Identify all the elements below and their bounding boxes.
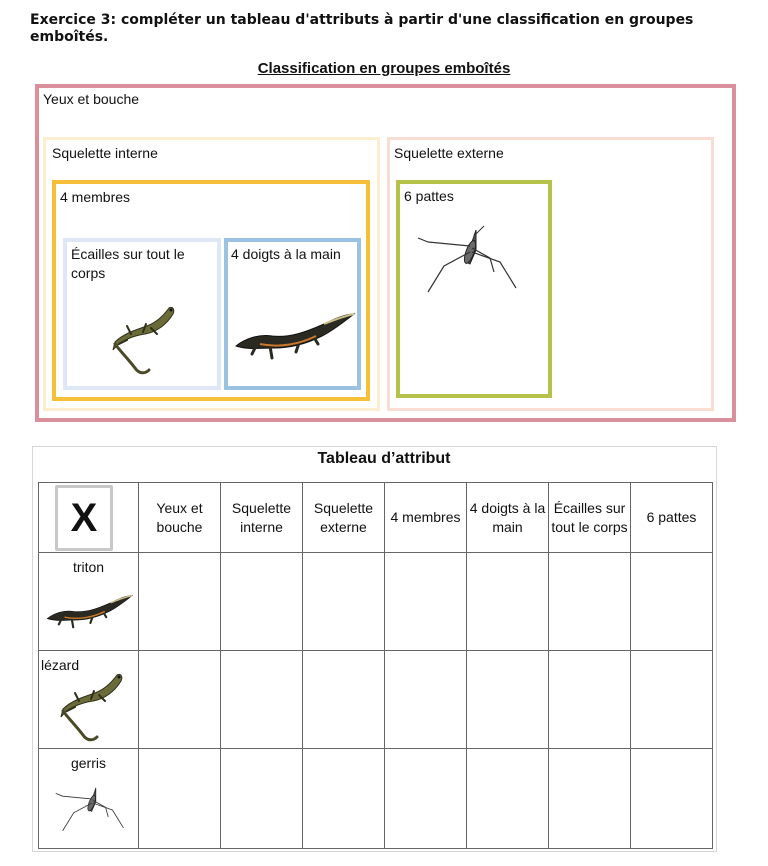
table-cell[interactable] bbox=[385, 553, 467, 651]
classification-heading: Classification en groupes emboîtés bbox=[257, 60, 511, 77]
table-cell[interactable] bbox=[139, 749, 221, 849]
group-ecailles bbox=[63, 238, 221, 390]
table-row bbox=[39, 749, 713, 849]
group-label-ecailles: Écailles sur tout le corps bbox=[71, 246, 185, 281]
animal-name: lézard bbox=[41, 657, 80, 673]
column-header: 6 pattes bbox=[631, 483, 713, 553]
water-strider-icon bbox=[414, 222, 524, 302]
table-cell[interactable] bbox=[631, 651, 713, 749]
table-cell[interactable] bbox=[549, 749, 631, 849]
table-cell[interactable] bbox=[467, 651, 549, 749]
lizard-icon bbox=[49, 661, 133, 745]
group-label-squelette-interne: Squelette interne bbox=[52, 145, 158, 161]
corner-cell bbox=[39, 483, 139, 553]
group-label-yeux-et-bouche: Yeux et bouche bbox=[43, 91, 140, 107]
table-cell[interactable] bbox=[467, 749, 549, 849]
row-header-triton bbox=[39, 553, 139, 651]
exercise-title: Exercice 3: compléter un tableau d'attributs à partir d'une classification en groupes emboîtés. bbox=[30, 12, 694, 45]
group-label-4-membres: 4 membres bbox=[60, 189, 131, 205]
column-header: 4 doigts à la main bbox=[467, 483, 549, 553]
table-cell[interactable] bbox=[221, 553, 303, 651]
group-6-pattes bbox=[396, 180, 552, 398]
table-cell[interactable] bbox=[139, 553, 221, 651]
table-cell[interactable] bbox=[221, 651, 303, 749]
group-label-4-doigts: 4 doigts à la main bbox=[231, 246, 341, 262]
table-cell[interactable] bbox=[139, 651, 221, 749]
table-cell[interactable] bbox=[631, 749, 713, 849]
table-cell[interactable] bbox=[303, 651, 385, 749]
table-row bbox=[39, 553, 713, 651]
table-cell[interactable] bbox=[303, 749, 385, 849]
attribute-table bbox=[38, 482, 713, 849]
table-cell[interactable] bbox=[385, 651, 467, 749]
newt-icon bbox=[43, 585, 135, 635]
table-header-row bbox=[39, 483, 713, 553]
lizard-icon bbox=[101, 294, 185, 378]
column-header: Écailles sur tout le corps bbox=[549, 483, 631, 553]
column-header: 4 membres bbox=[385, 483, 467, 553]
table-cell[interactable] bbox=[549, 651, 631, 749]
table-cell[interactable] bbox=[303, 553, 385, 651]
row-header-gerris bbox=[39, 749, 139, 849]
column-header: Squelette interne bbox=[221, 483, 303, 553]
table-heading: Tableau d’attribut bbox=[317, 450, 451, 467]
group-label-6-pattes: 6 pattes bbox=[404, 188, 454, 204]
newt-icon bbox=[230, 302, 358, 366]
water-strider-icon bbox=[53, 781, 129, 839]
animal-name: gerris bbox=[70, 755, 106, 771]
table-cell[interactable] bbox=[467, 553, 549, 651]
table-cell[interactable] bbox=[631, 553, 713, 651]
corner-x: X bbox=[55, 485, 113, 551]
column-header: Yeux et bouche bbox=[139, 483, 221, 553]
table-row bbox=[39, 651, 713, 749]
row-header-lezard bbox=[39, 651, 139, 749]
group-4-doigts bbox=[224, 238, 361, 390]
animal-name: triton bbox=[72, 559, 105, 575]
table-cell[interactable] bbox=[385, 749, 467, 849]
group-label-squelette-externe: Squelette externe bbox=[394, 145, 504, 161]
table-cell[interactable] bbox=[549, 553, 631, 651]
table-cell[interactable] bbox=[221, 749, 303, 849]
column-header: Squelette externe bbox=[303, 483, 385, 553]
